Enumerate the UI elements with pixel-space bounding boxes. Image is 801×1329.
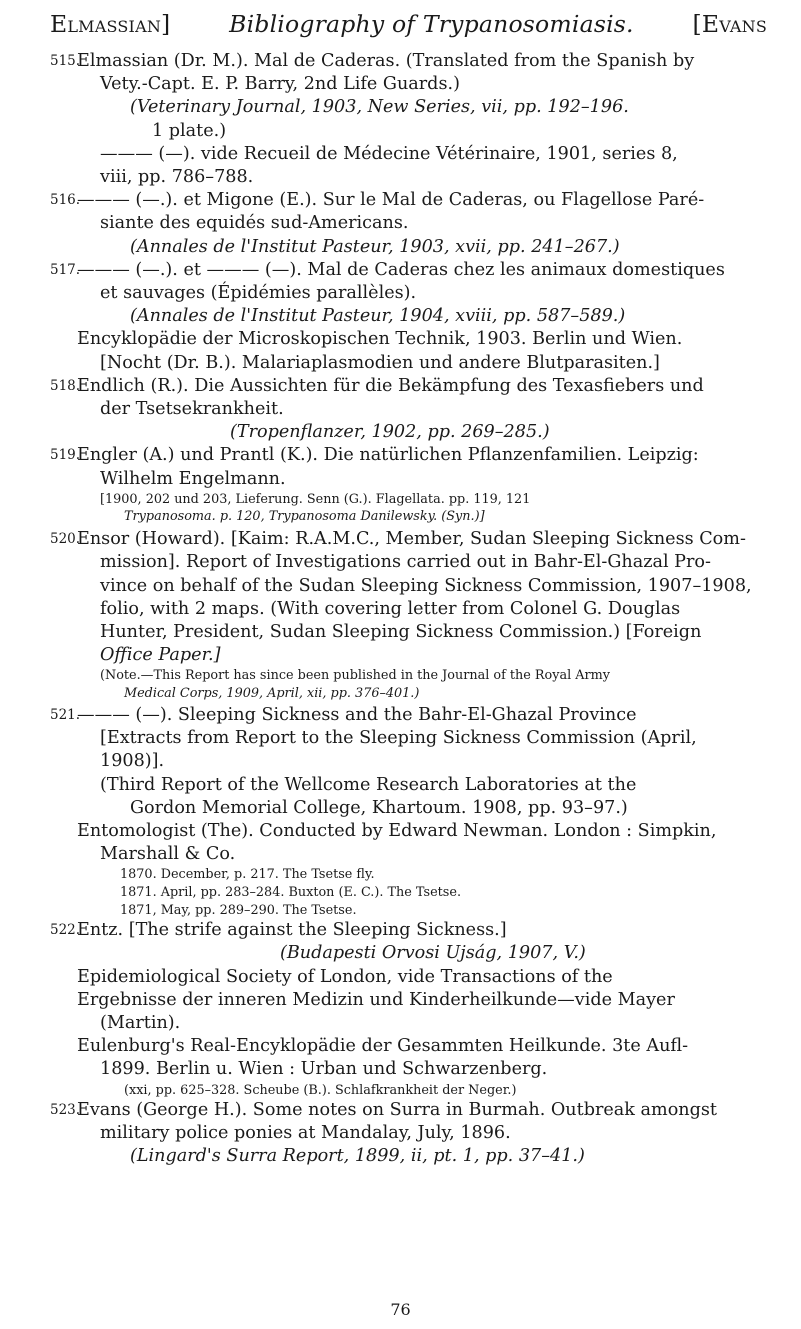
header-center: Bibliography of Trypanosomiasis. bbox=[229, 10, 634, 38]
entry-519 bbox=[50, 444, 770, 525]
entry-518 bbox=[50, 375, 770, 445]
header-left: Elmassian] bbox=[50, 10, 171, 38]
entry-citation: (Third Report of the Wellcome Research Laboratories at the bbox=[100, 774, 637, 795]
entry-line: 1899. Berlin u. Wien : Urban und Schwarzenberg. bbox=[100, 1059, 548, 1080]
entry-line: Evans (George H.). Some notes on Surra in Burmah. Outbreak amongst bbox=[77, 1099, 717, 1120]
entry-line: siante des equidés sud-Americans. bbox=[100, 213, 409, 234]
entry-line: viii, pp. 786–788. bbox=[100, 167, 254, 188]
entry-line: Entomologist (The). Conducted by Edward Newman. London : Simpkin, bbox=[77, 820, 717, 841]
entry-number: 517. bbox=[50, 261, 81, 278]
entry-line: vince on behalf of the Sudan Sleeping Sickness Commission, 1907–1908, bbox=[100, 575, 752, 596]
entry-line: Marshall & Co. bbox=[100, 844, 236, 865]
entry-line: ——— (—.). et Migone (E.). Sur le Mal de Caderas, ou Flagellose Paré- bbox=[77, 190, 705, 211]
entry-note: [1900, 202 und 203, Lieferung. Senn (G.). Flagellata. pp. 119, 121 bbox=[100, 491, 531, 507]
entry-line: ——— (—). vide Recueil de Médecine Vétérinaire, 1901, series 8, bbox=[100, 143, 678, 164]
entry-516 bbox=[50, 189, 770, 259]
entry-521 bbox=[50, 704, 770, 919]
entry-line: folio, with 2 maps. (With covering letter from Colonel G. Douglas bbox=[100, 598, 681, 619]
entry-citation: (Budapesti Orvosi Ujság, 1907, V.) bbox=[280, 943, 586, 964]
entry-line: [Extracts from Report to the Sleeping Sickness Commission (April, bbox=[100, 728, 697, 749]
entry-number: 523. bbox=[50, 1101, 81, 1118]
entry-number: 522. bbox=[50, 922, 81, 939]
entry-note: (Note.—This Report has since been published in the Journal of the Royal Army bbox=[100, 668, 610, 684]
entry-line: Elmassian (Dr. M.). Mal de Caderas. (Translated from the Spanish by bbox=[77, 51, 695, 71]
entry-line: Wilhelm Engelmann. bbox=[100, 468, 286, 489]
entry-line: [Nocht (Dr. B.). Malariaplasmodien und andere Blutparasiten.] bbox=[100, 352, 660, 373]
entry-note: 1871. April, pp. 283–284. Buxton (E. C.). The Tsetse. bbox=[120, 884, 462, 900]
entry-citation: (Annales de l'Institut Pasteur, 1904, xviii, pp. 587–589.) bbox=[130, 306, 626, 327]
entry-line: military police ponies at Mandalay, July, 1896. bbox=[100, 1122, 511, 1143]
entry-line: Ergebnisse der inneren Medizin und Kinderheilkunde—vide Mayer bbox=[77, 989, 675, 1010]
entry-number: 521. bbox=[50, 706, 81, 723]
entry-number: 520. bbox=[50, 531, 81, 548]
entry-line: ——— (—.). et ——— (—). Mal de Caderas chez les animaux domestiques bbox=[77, 259, 725, 280]
entry-citation: (Lingard's Surra Report, 1899, ii, pt. 1, pp. 37–41.) bbox=[130, 1146, 585, 1167]
page-number: 76 bbox=[390, 1300, 411, 1319]
entry-note: 1871, May, pp. 289–290. The Tsetse. bbox=[120, 902, 357, 918]
entry-number: 519. bbox=[50, 447, 81, 464]
header-right: [Evans bbox=[692, 10, 767, 38]
entry-line: Ensor (Howard). [Kaim: R.A.M.C., Member, Sudan Sleeping Sickness Com- bbox=[77, 529, 746, 550]
entry-line: mission]. Report of Investigations carried out in Bahr-El-Ghazal Pro- bbox=[100, 552, 711, 573]
entry-line: Engler (A.) und Prantl (K.). Die natürlichen Pflanzenfamilien. Leipzig: bbox=[77, 445, 699, 466]
entry-515 bbox=[50, 50, 770, 189]
bibliography-body bbox=[50, 50, 770, 1168]
entry-note: Medical Corps, 1909, April, xii, pp. 376–401.) bbox=[124, 685, 420, 701]
entry-citation: Gordon Memorial College, Khartoum. 1908, pp. 93–97.) bbox=[130, 797, 628, 818]
entry-523 bbox=[50, 1099, 770, 1169]
entry-522 bbox=[50, 919, 770, 1099]
entry-line: Entz. [The strife against the Sleeping Sickness.] bbox=[77, 920, 507, 941]
entry-517 bbox=[50, 259, 770, 375]
entry-line: 1908)]. bbox=[100, 751, 165, 772]
entry-number: 518. bbox=[50, 377, 81, 394]
entry-note: Trypanosoma. p. 120, Trypanosoma Danilewsky. (Syn.)] bbox=[124, 509, 485, 525]
entry-line: et sauvages (Épidémies parallèles). bbox=[100, 283, 417, 304]
entry-line: Hunter, President, Sudan Sleeping Sickness Commission.) [Foreign bbox=[100, 622, 702, 643]
entry-520 bbox=[50, 528, 770, 702]
running-header bbox=[50, 10, 767, 38]
entry-line: (Martin). bbox=[100, 1012, 181, 1033]
entry-line: Epidemiological Society of London, vide Transactions of the bbox=[77, 966, 613, 987]
entry-line: der Tsetsekrankheit. bbox=[100, 399, 284, 420]
entry-citation: (Tropenflanzer, 1902, pp. 269–285.) bbox=[230, 422, 550, 443]
entry-line: ——— (—). Sleeping Sickness and the Bahr-El-Ghazal Province bbox=[77, 704, 637, 725]
entry-citation: (Veterinary Journal, 1903, New Series, vii, pp. 192–196. bbox=[130, 97, 629, 118]
entry-note: (xxi, pp. 625–328. Scheube (B.). Schlafkrankheit der Neger.) bbox=[124, 1082, 517, 1098]
entry-line: 1 plate.) bbox=[152, 120, 227, 141]
entry-line: Endlich (R.). Die Aussichten für die Bekämpfung des Texasfiebers und bbox=[77, 375, 704, 396]
entry-line: Eulenburg's Real-Encyklopädie der Gesammten Heilkunde. 3te Aufl- bbox=[77, 1036, 689, 1057]
entry-note: 1870. December, p. 217. The Tsetse fly. bbox=[120, 867, 375, 883]
entry-line: Office Paper.] bbox=[100, 645, 221, 666]
entry-line: Encyklopädie der Microskopischen Technik, 1903. Berlin und Wien. bbox=[77, 329, 683, 350]
entry-line: Vety.-Capt. E. P. Barry, 2nd Life Guards.) bbox=[100, 74, 460, 95]
entry-citation: (Annales de l'Institut Pasteur, 1903, xvii, pp. 241–267.) bbox=[130, 236, 620, 257]
entry-number: 515. bbox=[50, 53, 81, 69]
entry-number: 516. bbox=[50, 192, 81, 209]
